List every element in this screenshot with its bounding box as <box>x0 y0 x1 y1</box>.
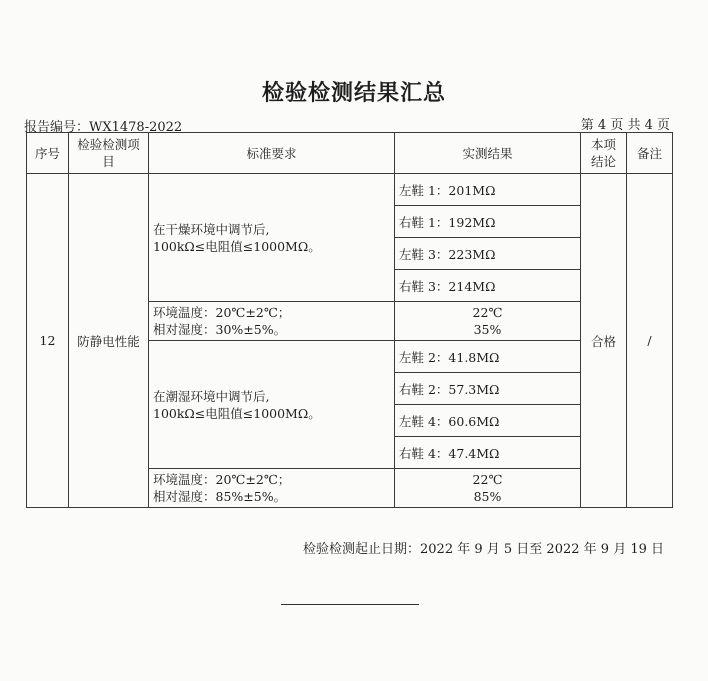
wet-temp-value: 22℃ <box>472 472 503 487</box>
dry-env-measured <box>395 302 581 341</box>
dry-result-1: 左鞋 1：201MΩ <box>395 174 581 206</box>
conclusion-cell: 合格 <box>581 174 627 508</box>
wet-env-humidity-req: 相对湿度：85%±5%。 <box>153 489 287 504</box>
wet-result-1: 左鞋 2：41.8MΩ <box>395 341 581 373</box>
header-item: 检验检测项目 <box>69 133 149 174</box>
remark-cell: / <box>627 174 673 508</box>
test-date-range: 检验检测起止日期：2022 年 9 月 5 日至 2022 年 9 月 19 日 <box>303 542 664 557</box>
page-number: 第 4 页 共 4 页 <box>580 118 670 133</box>
header-standard: 标准要求 <box>149 133 395 174</box>
wet-humidity-value: 85% <box>473 489 502 504</box>
dry-result-4: 右鞋 3：214MΩ <box>395 270 581 302</box>
wet-result-2: 右鞋 2：57.3MΩ <box>395 373 581 405</box>
table-row <box>27 174 673 206</box>
wet-condition-line1: 在潮湿环境中调节后, <box>153 388 270 404</box>
seq-cell: 12 <box>27 174 69 508</box>
wet-env-temp-req: 环境温度：20℃±2℃； <box>153 472 291 487</box>
wet-condition-line2: 100kΩ≤电阻值≤1000MΩ。 <box>153 405 321 421</box>
dry-condition-line1: 在干燥环境中调节后, <box>153 221 270 237</box>
wet-result-4: 右鞋 4：47.4MΩ <box>395 437 581 469</box>
results-table <box>26 132 673 508</box>
dry-condition-cell <box>149 174 395 302</box>
header-result: 实测结果 <box>395 133 581 174</box>
wet-result-3: 左鞋 4：60.6MΩ <box>395 405 581 437</box>
dry-result-2: 右鞋 1：192MΩ <box>395 206 581 238</box>
dry-env-humidity-req: 相对湿度：30%±5%。 <box>153 322 287 337</box>
table-header-row <box>27 133 673 174</box>
header-remark: 备注 <box>627 133 673 174</box>
wet-env-requirement <box>149 469 395 508</box>
wet-condition-cell <box>149 341 395 469</box>
dry-env-requirement <box>149 302 395 341</box>
wet-env-measured <box>395 469 581 508</box>
report-number: 报告编号：WX1478-2022 <box>24 120 183 135</box>
page-title: 检验检测结果汇总 <box>261 80 446 106</box>
item-cell: 防静电性能 <box>69 174 149 508</box>
header-seq: 序号 <box>27 133 69 174</box>
header-conclusion: 本项结论 <box>581 133 627 174</box>
signature-line <box>281 604 419 605</box>
dry-env-temp-req: 环境温度：20℃±2℃； <box>153 305 291 320</box>
dry-result-3: 左鞋 3：223MΩ <box>395 238 581 270</box>
dry-condition-line2: 100kΩ≤电阻值≤1000MΩ。 <box>153 238 321 254</box>
dry-humidity-value: 35% <box>473 322 502 337</box>
dry-temp-value: 22℃ <box>472 305 503 320</box>
